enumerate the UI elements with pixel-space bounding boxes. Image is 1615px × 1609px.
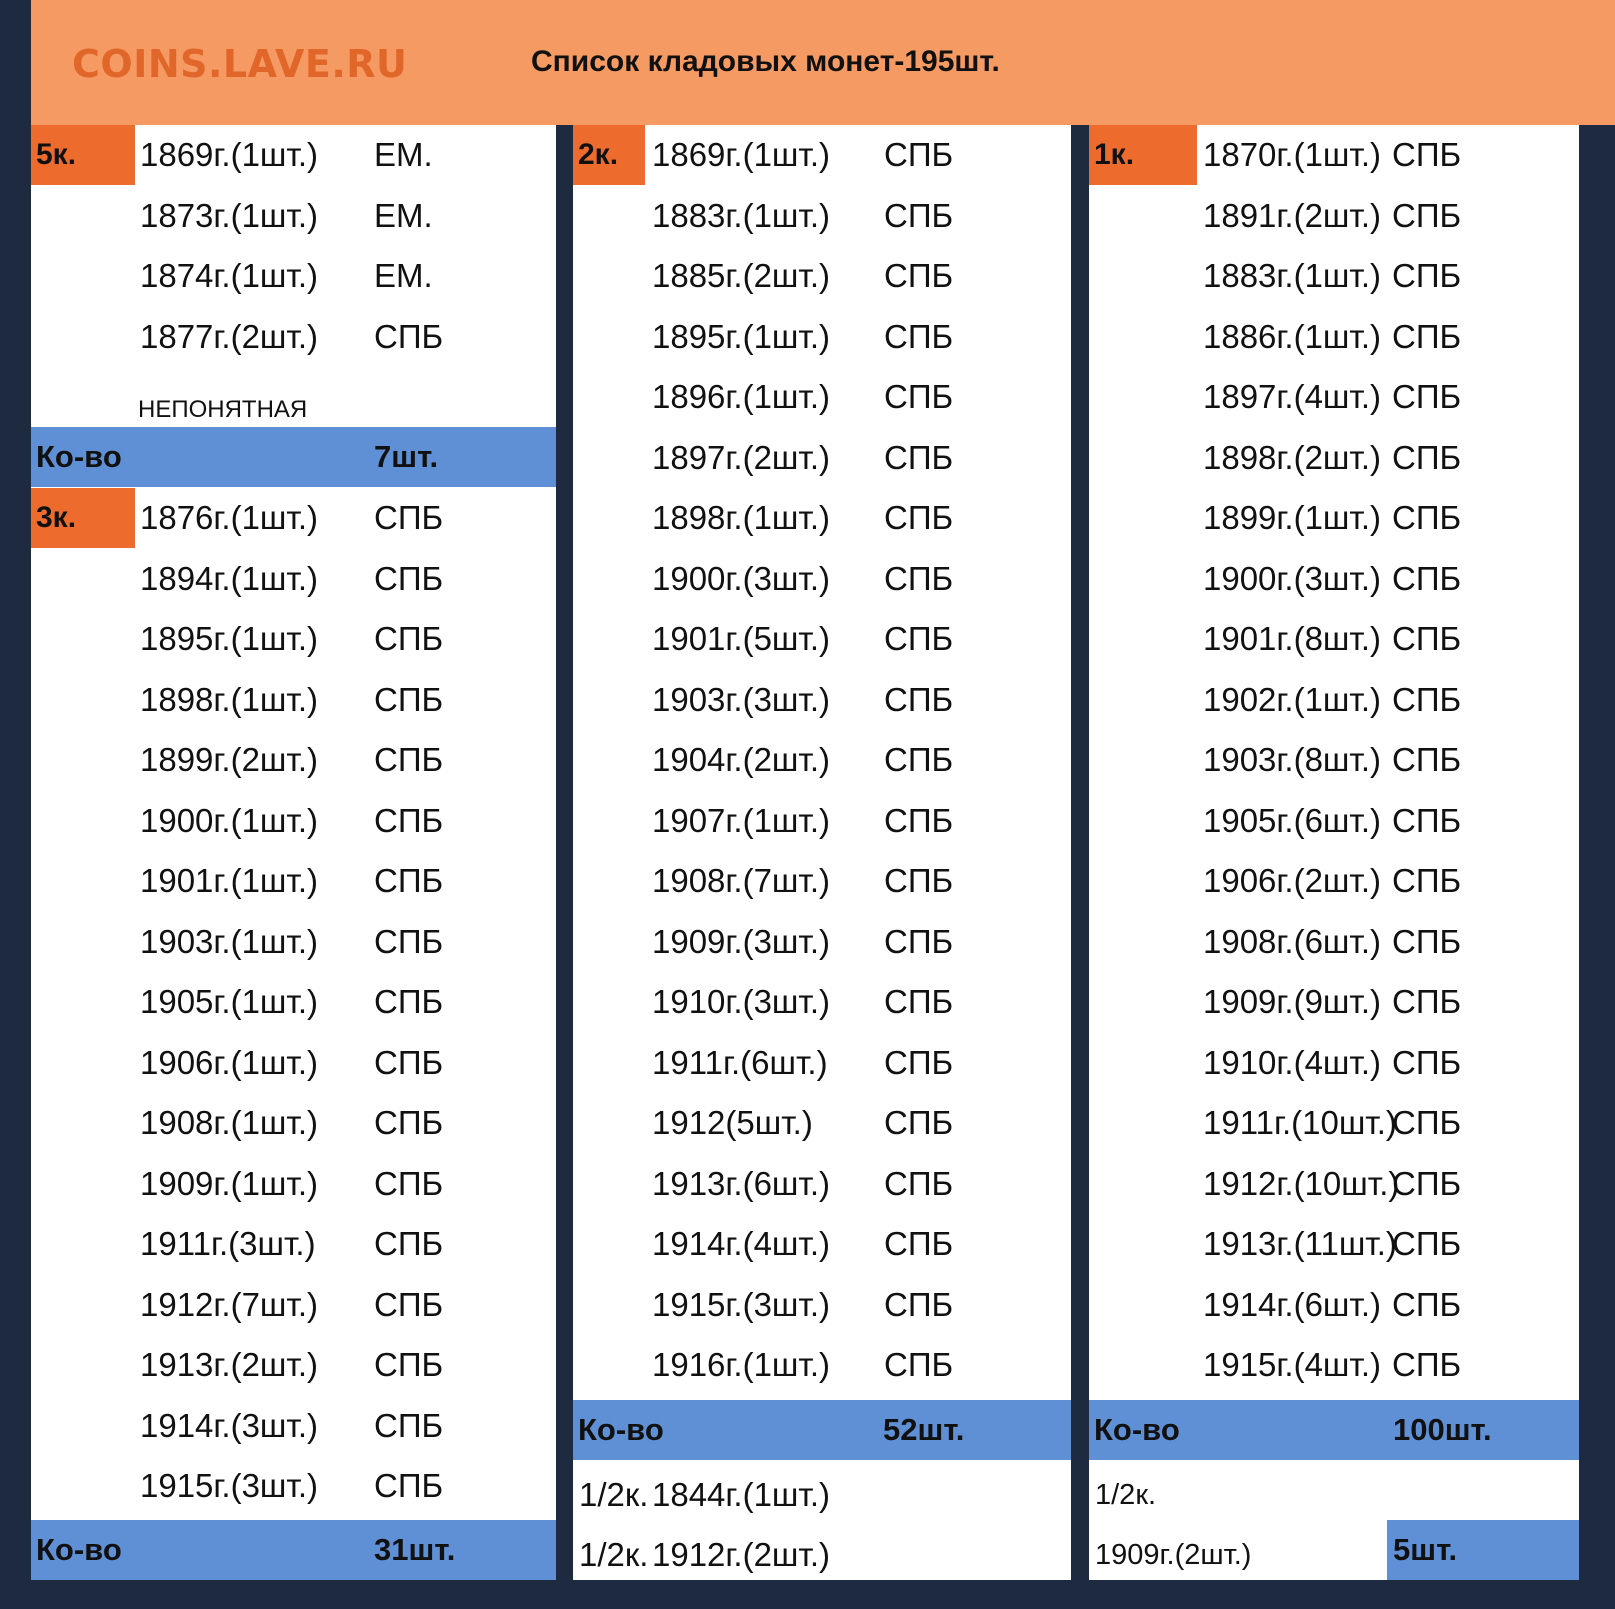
half-kopek-label: 1/2к. <box>579 1536 649 1573</box>
coin-mint: СПБ <box>1392 1285 1462 1323</box>
denomination-1k-label: 1к. <box>1089 125 1197 185</box>
column-5k-3k <box>31 125 556 1580</box>
one-kopek-total-row <box>1089 1400 1579 1460</box>
coin-mint: СПБ <box>1392 499 1462 536</box>
coin-year-count: 1898г.(2шт.) <box>1203 438 1382 476</box>
total-value: 52шт. <box>883 1412 965 1447</box>
total-label: Ко-во <box>36 1532 122 1567</box>
half-kopek-entry: 1909г.(2шт.) <box>1095 1539 1252 1571</box>
coin-year-count: 1900г.(1шт.) <box>140 801 319 839</box>
coin-year-count: 1911г.(3шт.) <box>140 1225 316 1262</box>
column-1k <box>1089 125 1579 1580</box>
coin-mint: СПБ <box>374 983 444 1020</box>
coin-mint: СПБ <box>1392 438 1462 476</box>
total-value: 5шт. <box>1393 1532 1458 1567</box>
coin-year-count: 1910г.(4шт.) <box>1203 1043 1382 1081</box>
coin-year-count: 1898г.(1шт.) <box>140 680 319 718</box>
coin-year-count: 1901г.(1шт.) <box>140 862 319 899</box>
coin-mint: СПБ <box>374 1225 444 1262</box>
coin-mint: СПБ <box>884 1104 954 1141</box>
coin-mint: СПБ <box>1392 922 1462 960</box>
coin-mint: СПБ <box>374 1406 444 1444</box>
coin-year-count: 1913г.(2шт.) <box>140 1346 319 1383</box>
coin-year-count: 1895г.(1шт.) <box>140 620 319 657</box>
coin-mint: СПБ <box>884 801 954 839</box>
coin-mint: СПБ <box>884 196 954 234</box>
coin-mint: СПБ <box>374 499 444 536</box>
coin-mint: СПБ <box>1392 1104 1462 1141</box>
coin-mint: СПБ <box>884 317 954 355</box>
total-label: Ко-во <box>1094 1412 1180 1447</box>
coin-year-count: 1883г.(1шт.) <box>652 196 831 234</box>
half-kopek-label: 1/2к. <box>1095 1479 1157 1511</box>
coin-mint: СПБ <box>884 499 954 536</box>
coin-mint: СПБ <box>884 862 954 899</box>
coin-mint: СПБ <box>374 922 444 960</box>
coin-mint: СПБ <box>1392 741 1462 778</box>
coin-year-count: 1915г.(3шт.) <box>652 1285 831 1323</box>
unclear-coin-note: НЕПОНЯТНАЯ <box>138 396 308 423</box>
coin-year-count: 1912г.(7шт.) <box>140 1285 319 1323</box>
coin-year-count: 1899г.(2шт.) <box>140 741 319 778</box>
coin-year-count: 1873г.(1шт.) <box>140 196 319 234</box>
coin-year-count: 1908г.(1шт.) <box>140 1104 319 1141</box>
coin-mint: СПБ <box>884 983 954 1020</box>
coin-mint: СПБ <box>884 378 954 415</box>
coin-year-count: 1914г.(4шт.) <box>652 1225 831 1262</box>
half-kopek-total <box>1387 1520 1579 1580</box>
coin-year-count: 1870г.(1шт.) <box>1203 136 1382 173</box>
coin-mint: СПБ <box>1392 559 1462 597</box>
coin-year-count: 1904г.(2шт.) <box>652 741 831 778</box>
coin-year-count: 1896г.(1шт.) <box>652 378 831 415</box>
coin-mint: СПБ <box>884 257 954 294</box>
coin-mint: СПБ <box>1392 1164 1462 1202</box>
coin-year-count: 1905г.(6шт.) <box>1203 801 1382 839</box>
coin-mint: СПБ <box>374 1164 444 1202</box>
coin-year-count: 1914г.(3шт.) <box>140 1406 319 1444</box>
coin-year-count: 1913г.(11шт.) <box>1203 1225 1397 1262</box>
coin-year-count: 1909г.(1шт.) <box>140 1164 319 1202</box>
two-kopek-total-row <box>573 1400 1071 1460</box>
column-2k <box>573 125 1071 1580</box>
coin-year-count: 1910г.(3шт.) <box>652 983 831 1020</box>
coin-mint: СПБ <box>374 680 444 718</box>
coin-mint: СПБ <box>374 741 444 778</box>
coin-mint: СПБ <box>884 741 954 778</box>
coin-mint: СПБ <box>374 1285 444 1323</box>
header-bar <box>31 0 1615 125</box>
coin-mint: СПБ <box>884 1043 954 1081</box>
coin-year-count: 1897г.(4шт.) <box>1203 378 1382 415</box>
site-name: COINS.LAVE.RU <box>72 42 408 86</box>
coin-mint: СПБ <box>1392 196 1462 234</box>
total-value: 31шт. <box>374 1532 456 1567</box>
coin-mint: СПБ <box>884 1225 954 1262</box>
coin-year-count: 1906г.(1шт.) <box>140 1043 319 1081</box>
coin-year-count: 1912г.(2шт.) <box>652 1536 831 1573</box>
coin-year-count: 1901г.(5шт.) <box>652 620 831 657</box>
coin-mint: СПБ <box>1392 136 1462 173</box>
coin-year-count: 1912г.(10шт.) <box>1203 1164 1400 1202</box>
coin-year-count: 1913г.(6шт.) <box>652 1164 831 1202</box>
denomination-2k-label: 2к. <box>573 125 645 185</box>
coin-mint: СПБ <box>1392 680 1462 718</box>
coin-year-count: 1902г.(1шт.) <box>1203 680 1382 718</box>
coin-year-count: 1907г.(1шт.) <box>652 801 831 839</box>
coin-mint: СПБ <box>884 680 954 718</box>
half-kopek-label: 1/2к. <box>579 1476 649 1513</box>
coin-year-count: 1900г.(3шт.) <box>652 559 831 597</box>
coin-mint: СПБ <box>374 801 444 839</box>
coin-mint: ЕМ. <box>374 257 433 294</box>
coin-mint: СПБ <box>374 317 444 355</box>
total-label: Ко-во <box>36 439 122 474</box>
coin-mint: СПБ <box>374 862 444 899</box>
coin-mint: СПБ <box>1392 378 1462 415</box>
coin-year-count: 1916г.(1шт.) <box>652 1346 831 1383</box>
coin-year-count: 1901г.(8шт.) <box>1203 620 1382 657</box>
coin-year-count: 1903г.(1шт.) <box>140 922 319 960</box>
coin-mint: СПБ <box>1392 1043 1462 1081</box>
coin-mint: СПБ <box>1392 257 1462 294</box>
coin-year-count: 1876г.(1шт.) <box>140 499 319 536</box>
coin-mint: СПБ <box>1392 1346 1462 1383</box>
coin-mint: СПБ <box>1392 983 1462 1020</box>
coin-mint: СПБ <box>374 559 444 597</box>
denomination-3k-label: 3к. <box>31 488 135 548</box>
coin-year-count: 1897г.(2шт.) <box>652 438 831 476</box>
coin-mint: СПБ <box>1392 620 1462 657</box>
coin-year-count: 1891г.(2шт.) <box>1203 196 1382 234</box>
coin-year-count: 1844г.(1шт.) <box>652 1476 831 1513</box>
coin-year-count: 1909г.(9шт.) <box>1203 983 1382 1020</box>
coin-mint: СПБ <box>374 1346 444 1383</box>
coin-mint: ЕМ. <box>374 136 433 173</box>
coin-year-count: 1886г.(1шт.) <box>1203 317 1382 355</box>
coin-mint: СПБ <box>884 136 954 173</box>
coin-year-count: 1874г.(1шт.) <box>140 257 319 294</box>
coin-year-count: 1899г.(1шт.) <box>1203 499 1382 536</box>
coin-year-count: 1894г.(1шт.) <box>140 559 319 597</box>
coin-mint: СПБ <box>1392 801 1462 839</box>
coin-mint: СПБ <box>374 620 444 657</box>
coin-mint: ЕМ. <box>374 196 433 234</box>
coin-year-count: 1914г.(6шт.) <box>1203 1285 1382 1323</box>
five-kopek-total-row <box>31 427 556 487</box>
coin-year-count: 1911г.(10шт.) <box>1203 1104 1397 1141</box>
coin-mint: СПБ <box>884 620 954 657</box>
coin-year-count: 1898г.(1шт.) <box>652 499 831 536</box>
coin-mint: СПБ <box>1392 1225 1462 1262</box>
coin-year-count: 1909г.(3шт.) <box>652 922 831 960</box>
coin-mint: СПБ <box>884 438 954 476</box>
coin-year-count: 1903г.(3шт.) <box>652 680 831 718</box>
coin-year-count: 1885г.(2шт.) <box>652 257 831 294</box>
coin-year-count: 1912(5шт.) <box>652 1104 813 1141</box>
total-value: 100шт. <box>1393 1412 1492 1447</box>
coin-year-count: 1903г.(8шт.) <box>1203 741 1382 778</box>
coin-mint: СПБ <box>884 922 954 960</box>
coin-mint: СПБ <box>1392 317 1462 355</box>
coin-mint: СПБ <box>374 1467 444 1504</box>
coin-year-count: 1895г.(1шт.) <box>652 317 831 355</box>
coin-year-count: 1915г.(4шт.) <box>1203 1346 1382 1383</box>
coin-year-count: 1869г.(1шт.) <box>652 136 831 173</box>
coin-mint: СПБ <box>884 1285 954 1323</box>
coin-year-count: 1877г.(2шт.) <box>140 317 319 355</box>
coin-year-count: 1883г.(1шт.) <box>1203 257 1382 294</box>
coin-year-count: 1908г.(7шт.) <box>652 862 831 899</box>
coin-year-count: 1869г.(1шт.) <box>140 136 319 173</box>
coin-year-count: 1915г.(3шт.) <box>140 1467 319 1504</box>
coin-mint: СПБ <box>884 1346 954 1383</box>
coin-year-count: 1911г.(6шт.) <box>652 1043 828 1081</box>
three-kopek-total-row <box>31 1520 556 1580</box>
coin-year-count: 1905г.(1шт.) <box>140 983 319 1020</box>
coin-year-count: 1900г.(3шт.) <box>1203 559 1382 597</box>
denomination-5k-label: 5к. <box>31 125 135 185</box>
coin-mint: СПБ <box>374 1104 444 1141</box>
total-value: 7шт. <box>374 439 439 474</box>
coin-mint: СПБ <box>374 1043 444 1081</box>
total-label: Ко-во <box>578 1412 664 1447</box>
coin-year-count: 1906г.(2шт.) <box>1203 862 1382 899</box>
coin-year-count: 1908г.(6шт.) <box>1203 922 1382 960</box>
coin-mint: СПБ <box>884 559 954 597</box>
page-title: Список кладовых монет-195шт. <box>531 45 1000 78</box>
coin-mint: СПБ <box>884 1164 954 1202</box>
coin-mint: СПБ <box>1392 862 1462 899</box>
